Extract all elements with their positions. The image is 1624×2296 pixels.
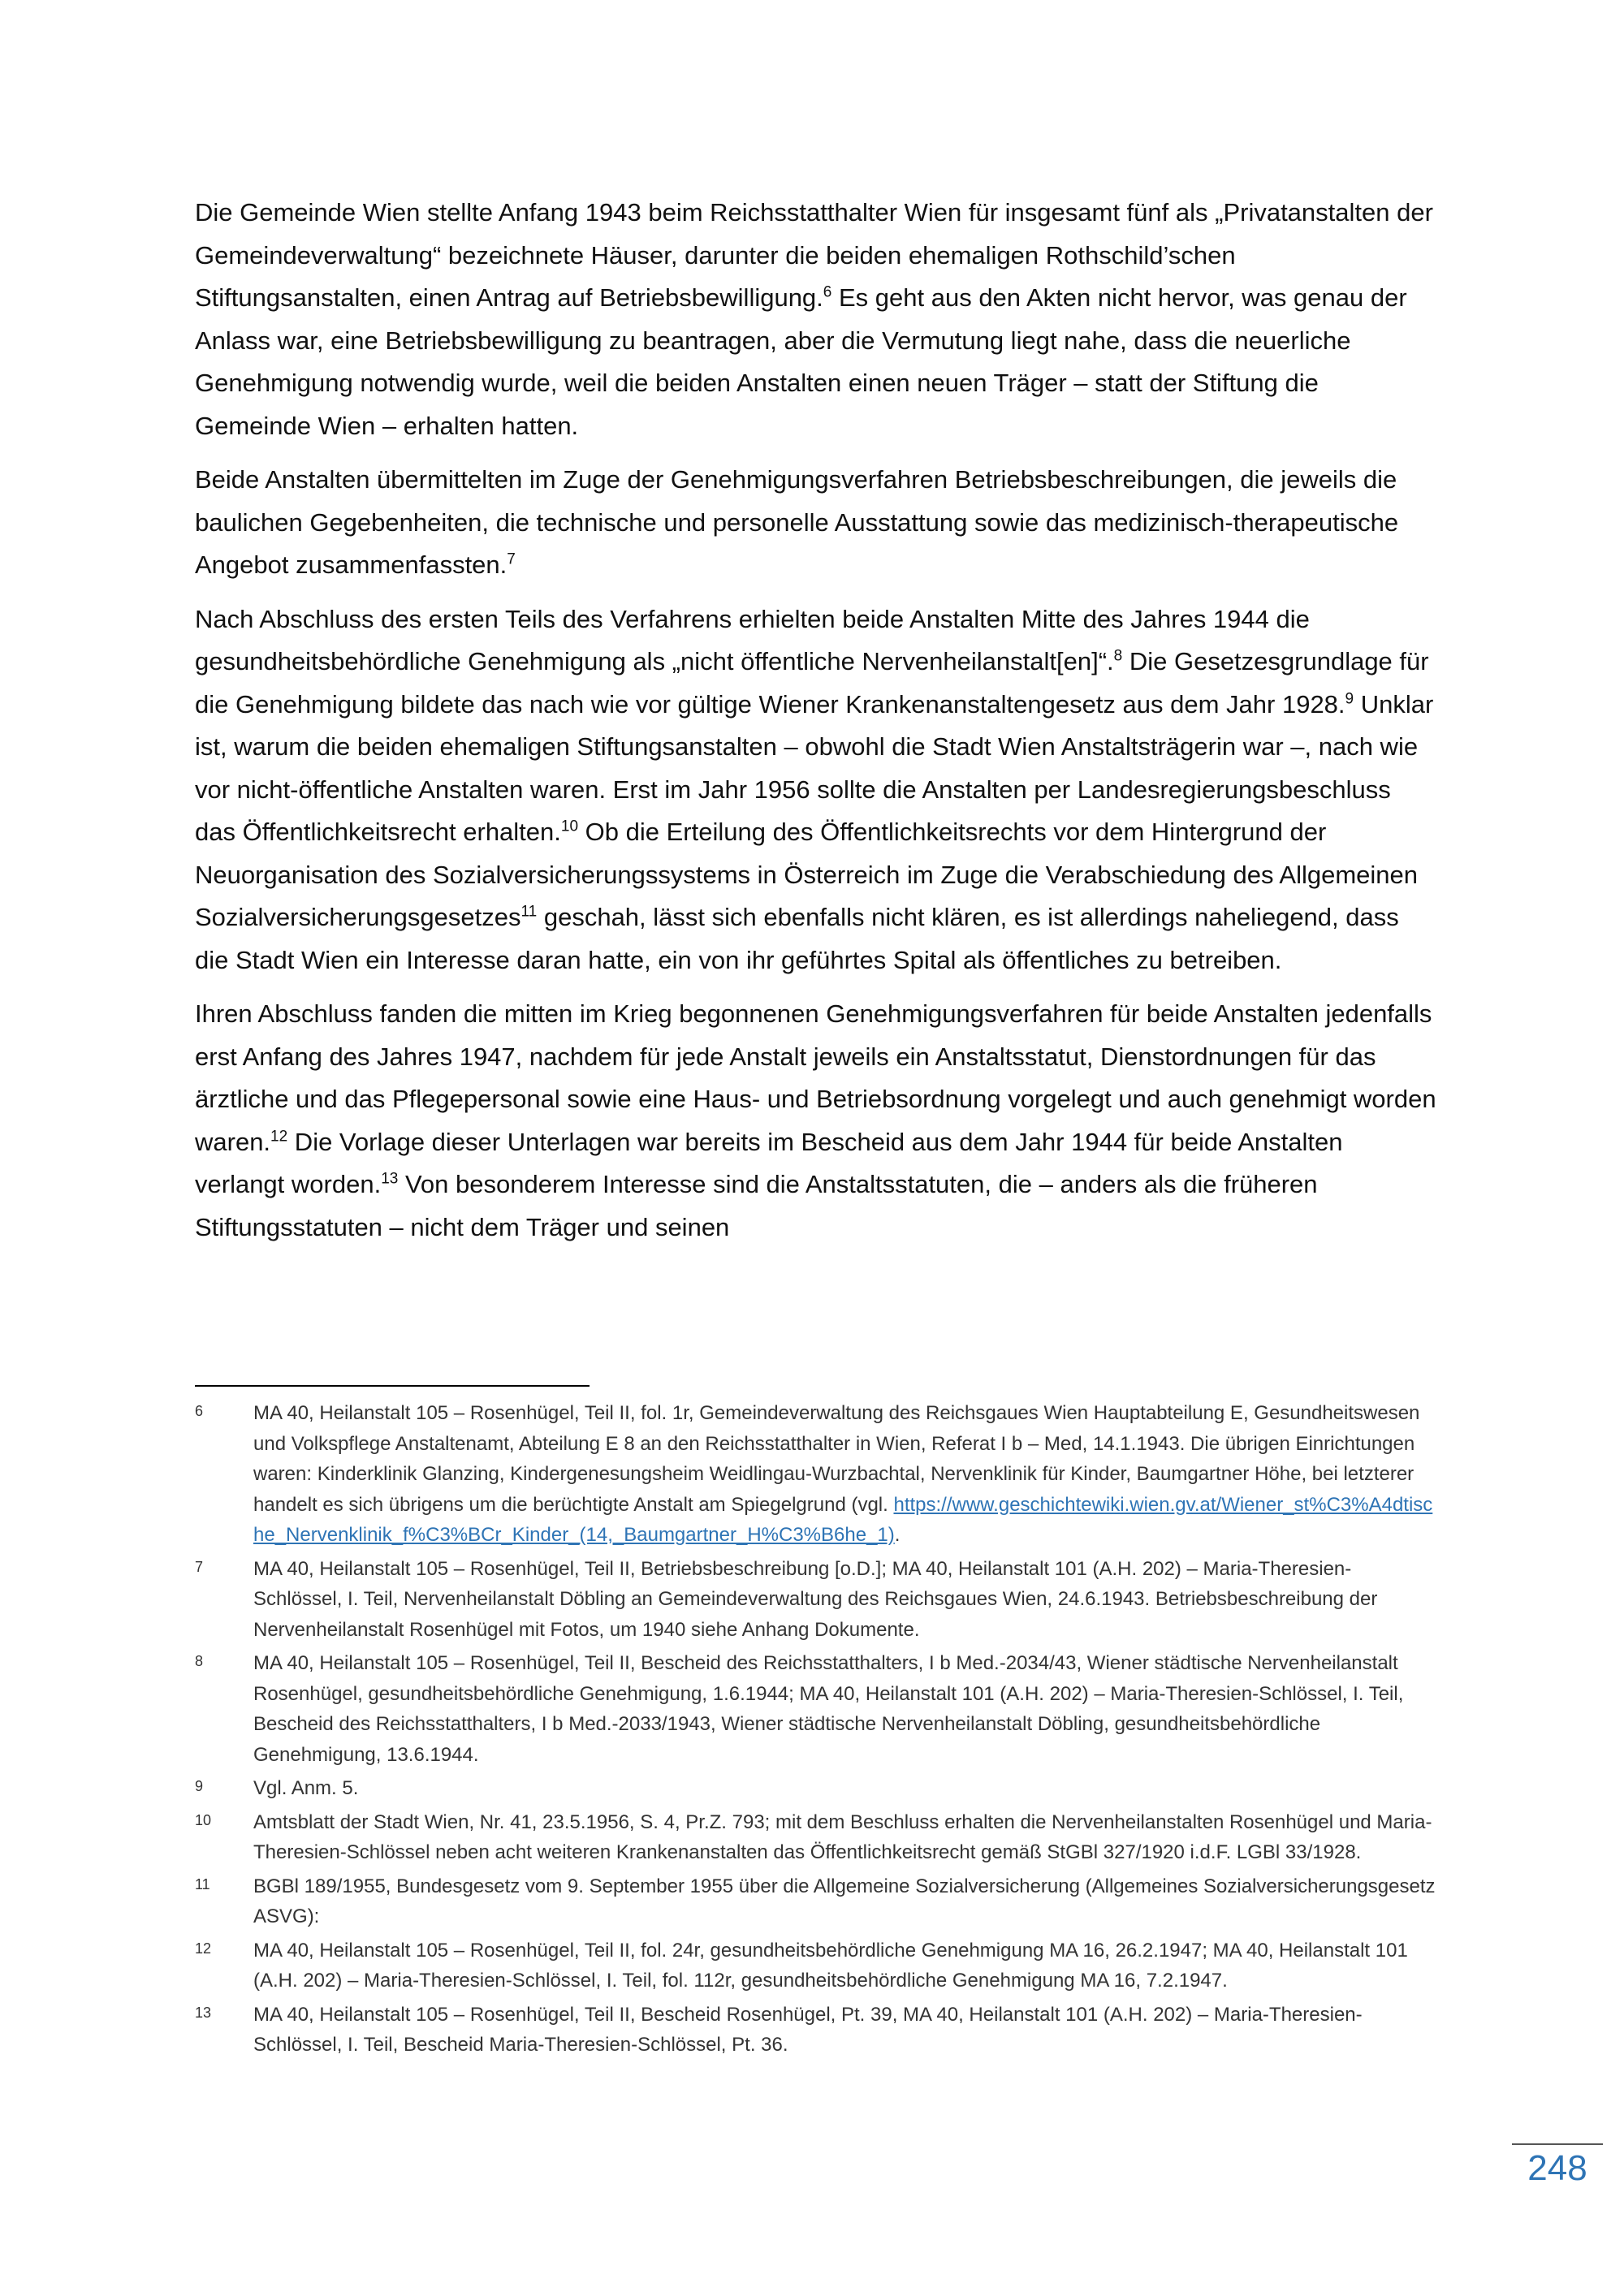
- text-run: Nach Abschluss des ersten Teils des Verfahrens erhielten beide Anstalten Mitte des Jahres 1944 die gesundheitsbehördliche Genehmigung als „nicht öffentliche Nervenheilanstalt[en]“.: [195, 604, 1310, 675]
- footnote-number: 8: [195, 1653, 204, 1669]
- footnote-number: 6: [195, 1403, 204, 1419]
- text-run: Vgl. Anm. 5.: [253, 1777, 359, 1799]
- footnote: [195, 1554, 1437, 1646]
- text-run: Beide Anstalten übermittelten im Zuge der Genehmigungsverfahren Betriebsbeschreibungen, die jeweils die baulichen Gegebenheiten, die technische und personelle Ausstattung sowie das medizinisch-therapeutische Angebot zusammenfassten.: [195, 465, 1399, 579]
- footnote: [195, 2000, 1437, 2061]
- text-run: Ihren Abschluss fanden die mitten im Krieg begonnenen Genehmigungsverfahren für beide Anstalten jedenfalls erst Anfang des Jahres 1947, nachdem für jede Anstalt jeweils ein Anstaltsstatut, Dienstordnungen für das ärztliche und das Pflegepersonal sowie eine Haus- und Betriebsordnung vorgelegt und auch genehmigt worden waren.: [195, 999, 1436, 1156]
- text-run: Die Vorlage dieser Unterlagen war bereits im Bescheid aus dem Jahr 1944 für beide Anstalten verlangt worden.: [195, 1127, 1343, 1198]
- text-run: MA 40, Heilanstalt 105 – Rosenhügel, Teil II, fol. 24r, gesundheitsbehördliche Genehmigung MA 16, 26.2.1947; MA 40, Heilanstalt 101 (A.H. 202) – Maria-Theresien-Schlössel, I. Teil, fol. 112r, gesundheitsbehördliche Genehmigung MA 16, 7.2.1947.: [253, 1939, 1408, 1992]
- text-run: geschah, lässt sich ebenfalls nicht klären, es ist allerdings naheliegend, dass die Stadt Wien ein Interesse daran hatte, ein von ihr geführtes Spital als öffentliches zu betreiben.: [195, 903, 1399, 974]
- footnote: [195, 1398, 1437, 1551]
- text-run: MA 40, Heilanstalt 105 – Rosenhügel, Teil II, Bescheid des Reichsstatthalters, I b Med.-2034/43, Wiener städtische Nervenheilanstalt Rosenhügel, gesundheitsbehördliche Genehmigung, 1.6.1944; MA 40, Heilanstalt 101 (A.H. 202) – Maria-Theresien-Schlössel, I. Teil, Bescheid des Reichsstatthalters, I b Med.-2033/1943, Wiener städtische Nervenheilanstalt Döbling, gesundheitsbehördliche Genehmigung, 13.6.1944.: [253, 1652, 1404, 1766]
- text-run: MA 40, Heilanstalt 105 – Rosenhügel, Teil II, fol. 1r, Gemeindeverwaltung des Reichsgaues Wien Hauptabteilung E, Gesundheitswesen und Volkspflege Anstaltenamt, Abteilung E 8 an den Reichsstatthalter in Wien, Referat I b – Med, 14.1.1943. Die übrigen Einrichtungen waren: Kinderklinik Glanzing, Kindergenesungsheim Weidlingau-Wurzbachtal, Nervenklinik für Kinder, Baumgartner Höhe, bei letzterer handelt es sich übrigens um die berüchtigte Anstalt am Spiegelgrund (vgl.: [253, 1402, 1420, 1516]
- page-number-rule: [1512, 2143, 1603, 2145]
- text-run: Ob die Erteilung des Öffentlichkeitsrechts vor dem Hintergrund der Neuorganisation des Sozialversicherungssystems in Österreich im Zuge die Verabschiedung des Allgemeinen Sozialversicherungsgesetzes: [195, 818, 1419, 931]
- footnote: [195, 1936, 1437, 1996]
- text-run: BGBl 189/1955, Bundesgesetz vom 9. September 1955 über die Allgemeine Sozialversicherung (Allgemeines Sozialversicherungsgesetz ASVG):: [253, 1875, 1436, 1927]
- footnote-number: 10: [195, 1811, 212, 1828]
- body-paragraph: [195, 459, 1437, 587]
- body-paragraph: [195, 993, 1437, 1249]
- body-paragraph: [195, 192, 1437, 447]
- footnote: [195, 1648, 1437, 1770]
- text-run: MA 40, Heilanstalt 105 – Rosenhügel, Teil II, Bescheid Rosenhügel, Pt. 39, MA 40, Heilanstalt 101 (A.H. 202) – Maria-Theresien-Schlössel, I. Teil, Bescheid Maria-Theresien-Schlössel, Pt. 36.: [253, 2003, 1363, 2056]
- footnote-separator: [195, 1385, 590, 1387]
- footnote-reference[interactable]: 12: [270, 1128, 288, 1146]
- footnote-text: [253, 1773, 1437, 1804]
- text-run: Es geht aus den Akten nicht hervor, was genau der Anlass war, eine Betriebsbewilligung zu beantragen, aber die Vermutung liegt nahe, dass die neuerliche Genehmigung notwendig wurde, weil die beiden Anstalten einen neuen Träger – statt der Stiftung die Gemeinde Wien – erhalten hatten.: [195, 283, 1407, 440]
- text-run: .: [894, 1524, 901, 1546]
- footnote-reference[interactable]: 10: [560, 818, 579, 835]
- footnote-text: [253, 1648, 1437, 1770]
- footnote-number: 11: [195, 1875, 210, 1892]
- footnote: [195, 1773, 1437, 1804]
- footnote-reference[interactable]: 11: [520, 903, 538, 921]
- footnote-link[interactable]: https://www.geschichtewiki.wien.gv.at/Wiener_st%C3%A4dtische_Nervenklinik_f%C3%BCr_Kinder_(14,_Baumgartner_H%C3%B6he_1): [253, 1493, 1433, 1546]
- text-run: Von besonderem Interesse sind die Anstaltsstatuten, die – anders als die früheren Stiftungsstatuten – nicht dem Träger und seinen: [195, 1170, 1318, 1241]
- footnote: [195, 1871, 1437, 1932]
- main-body-text: [195, 192, 1437, 1260]
- text-run: Die Gesetzesgrundlage für die Genehmigung bildete das nach wie vor gültige Wiener Krankenanstaltengesetz aus dem Jahr 1928.: [195, 647, 1429, 719]
- footnote-text: [253, 1807, 1437, 1868]
- footnote-number: 7: [195, 1558, 204, 1575]
- text-run: Die Gemeinde Wien stellte Anfang 1943 beim Reichsstatthalter Wien für insgesamt fünf als „Privatanstalten der Gemeindeverwaltung“ bezeichnete Häuser, darunter die beiden ehemaligen Rothschild’schen Stiftungsanstalten, einen Antrag auf Betriebsbewilligung.: [195, 198, 1433, 312]
- text-run: MA 40, Heilanstalt 105 – Rosenhügel, Teil II, Betriebsbeschreibung [o.D.]; MA 40, Heilanstalt 101 (A.H. 202) – Maria-Theresien-Schlössel, I. Teil, Nervenheilanstalt Döbling an Gemeindeverwaltung des Reichsgaues Wien, 24.6.1943. Betriebsbeschreibung der Nervenheilanstalt Rosenhügel mit Fotos, um 1940 siehe Anhang Dokumente.: [253, 1557, 1378, 1641]
- footnote-text: [253, 1871, 1437, 1932]
- footnote-text: [253, 1398, 1437, 1551]
- footnote-text: [253, 2000, 1437, 2061]
- text-run: Unklar ist, warum die beiden ehemaligen Stiftungsanstalten – obwohl die Stadt Wien Anstaltsträgerin war –, nach wie vor nicht-öffentliche Anstalten waren. Erst im Jahr 1956 sollte die Anstalten per Landesregierungsbeschluss das Öffentlichkeitsrecht erhalten.: [195, 689, 1434, 846]
- footnote-reference[interactable]: 13: [381, 1170, 399, 1188]
- footnote-text: [253, 1936, 1437, 1996]
- footnote-reference[interactable]: 7: [507, 550, 516, 568]
- footnote-number: 9: [195, 1778, 204, 1794]
- text-run: Amtsblatt der Stadt Wien, Nr. 41, 23.5.1956, S. 4, Pr.Z. 793; mit dem Beschluss erhalten die Nervenheilanstalten Rosenhügel und Maria-Theresien-Schlössel neben acht weiteren Krankenanstalten das Öffentlichkeitsrecht gemäß StGBl 327/1920 i.d.F. LGBl 33/1928.: [253, 1810, 1432, 1863]
- footnote-reference[interactable]: 6: [823, 283, 832, 301]
- footnote-number: 13: [195, 2004, 212, 2021]
- page-number: 248: [1527, 2148, 1587, 2188]
- footnotes-section: [195, 1398, 1437, 2064]
- footnote-reference[interactable]: 8: [1113, 647, 1123, 665]
- footnote: [195, 1807, 1437, 1868]
- footnote-reference[interactable]: 9: [1345, 690, 1354, 708]
- footnote-text: [253, 1554, 1437, 1646]
- body-paragraph: [195, 598, 1437, 982]
- footnote-number: 12: [195, 1940, 212, 1957]
